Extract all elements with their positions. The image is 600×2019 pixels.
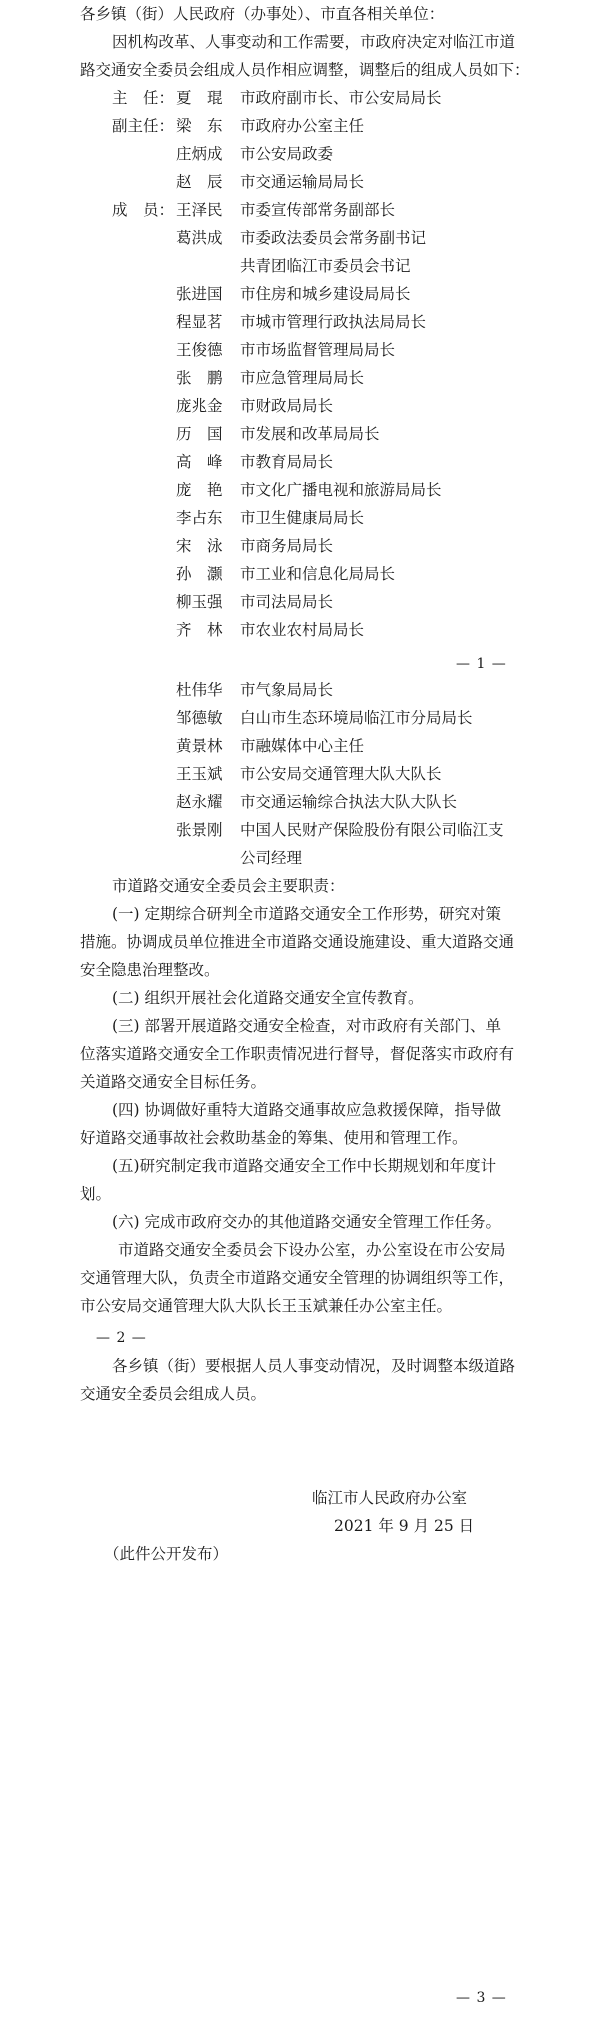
duty-line: (五)研究制定我市道路交通安全工作中长期规划和年度计 <box>112 1157 497 1175</box>
closing-line-2: 交通安全委员会组成人员。 <box>80 1385 267 1403</box>
deputy-role: 副主任： <box>112 117 175 135</box>
signature-date: 2021 年 9 月 25 日 <box>334 1517 475 1535</box>
duty-line: (四) 协调做好重特大道路交通事故应急救援保障，指导做 <box>112 1101 502 1119</box>
closing-line-1: 各乡镇（街）要根据人员人事变动情况，及时调整本级道路 <box>112 1357 516 1375</box>
member-title: 市住房和城乡建设局局长 <box>240 285 411 303</box>
member-title: 中国人民财产保险股份有限公司临江支 <box>240 821 504 839</box>
member-name: 王玉斌 <box>176 765 223 783</box>
member-name: 王俊德 <box>176 341 223 359</box>
member-name: 葛洪成 <box>176 229 223 247</box>
member-title: 市交通运输综合执法大队大队长 <box>240 793 458 811</box>
member-name: 邹德敏 <box>176 709 223 727</box>
member-name: 孙 灏 <box>176 565 223 583</box>
addressee: 各乡镇（街）人民政府（办事处）、市直各相关单位： <box>80 5 445 23</box>
member-title: 市司法局局长 <box>240 593 334 611</box>
member-title: 市应急管理局局长 <box>240 369 365 387</box>
duty-line: 关道路交通安全目标任务。 <box>80 1073 267 1091</box>
office-line: 市道路交通安全委员会下设办公室，办公室设在市公安局 <box>118 1241 506 1259</box>
disclosure-note: （此件公开发布） <box>104 1545 229 1563</box>
deputy-name: 赵 辰 <box>176 173 223 191</box>
member-title: 市商务局局长 <box>240 537 334 555</box>
member-title: 市财政局局长 <box>240 397 334 415</box>
deputy-name: 梁 东 <box>176 117 223 135</box>
signature-org: 临江市人民政府办公室 <box>312 1489 468 1507</box>
member-title: 市市场监督管理局局长 <box>240 341 396 359</box>
duties-heading: 市道路交通安全委员会主要职责： <box>112 877 345 895</box>
office-line: 交通管理大队，负责全市道路交通安全管理的协调组织等工作， <box>80 1269 515 1287</box>
member-title: 市发展和改革局局长 <box>240 425 380 443</box>
member-title: 市融媒体中心主任 <box>240 737 365 755</box>
director-name: 夏 琨 <box>176 89 223 107</box>
director-title: 市政府副市长、市公安局局长 <box>240 89 442 107</box>
duty-line: (二) 组织开展社会化道路交通安全宣传教育。 <box>112 989 424 1007</box>
deputy-name: 庄炳成 <box>176 145 223 163</box>
intro-line-1: 因机构改革、人事变动和工作需要，市政府决定对临江市道 <box>112 33 516 51</box>
member-title: 市农业农村局局长 <box>240 621 365 639</box>
member-title: 市委宣传部常务副部长 <box>240 201 396 219</box>
member-name: 历 国 <box>176 425 223 443</box>
duty-line: 措施。协调成员单位推进全市道路交通设施建设、重大道路交通 <box>80 933 515 951</box>
member-name: 张 鹏 <box>176 369 223 387</box>
member-title: 共青团临江市委员会书记 <box>240 257 411 275</box>
duty-line: 划。 <box>80 1185 112 1203</box>
duty-line: 位落实道路交通安全工作职责情况进行督导，督促落实市政府有 <box>80 1045 515 1063</box>
member-name: 赵永耀 <box>176 793 223 811</box>
member-title: 市城市管理行政执法局局长 <box>240 313 427 331</box>
deputy-title: 市公安局政委 <box>240 145 334 163</box>
deputy-title: 市交通运输局局长 <box>240 173 365 191</box>
member-name: 庞 艳 <box>176 481 223 499</box>
member-title: 市文化广播电视和旅游局局长 <box>240 481 442 499</box>
member-name: 黄景林 <box>176 737 223 755</box>
member-title: 公司经理 <box>240 849 303 867</box>
duty-line: (六) 完成市政府交办的其他道路交通安全管理工作任务。 <box>112 1213 502 1231</box>
office-line: 市公安局交通管理大队大队长王玉斌兼任办公室主任。 <box>80 1297 453 1315</box>
duty-line: (一) 定期综合研判全市道路交通安全工作形势，研究对策 <box>112 905 502 923</box>
member-name: 王泽民 <box>176 201 223 219</box>
duty-line: 安全隐患治理整改。 <box>80 961 220 979</box>
member-name: 高 峰 <box>176 453 223 471</box>
member-name: 程显茗 <box>176 313 223 331</box>
deputy-title: 市政府办公室主任 <box>240 117 365 135</box>
page-number-3: — 3 — <box>456 1990 507 2006</box>
member-name: 庞兆金 <box>176 397 223 415</box>
director-role: 主 任： <box>112 89 175 107</box>
page-number-2: — 2 — <box>96 1330 147 1346</box>
intro-line-2: 路交通安全委员会组成人员作相应调整，调整后的组成人员如下： <box>80 61 530 79</box>
member-title: 市气象局局长 <box>240 681 334 699</box>
member-title: 市委政法委员会常务副书记 <box>240 229 427 247</box>
member-name: 杜伟华 <box>176 681 223 699</box>
member-title: 白山市生态环境局临江市分局局长 <box>240 709 473 727</box>
duty-line: (三) 部署开展道路交通安全检查，对市政府有关部门、单 <box>112 1017 502 1035</box>
member-name: 宋 泳 <box>176 537 223 555</box>
member-title: 市教育局局长 <box>240 453 334 471</box>
member-name: 张景刚 <box>176 821 223 839</box>
member-role: 成 员： <box>112 201 175 219</box>
page-number-1: — 1 — <box>456 656 507 672</box>
member-title: 市卫生健康局局长 <box>240 509 365 527</box>
member-name: 齐 林 <box>176 621 223 639</box>
duty-line: 好道路交通事故社会救助基金的筹集、使用和管理工作。 <box>80 1129 468 1147</box>
member-title: 市工业和信息化局局长 <box>240 565 396 583</box>
member-name: 张进国 <box>176 285 223 303</box>
member-name: 李占东 <box>176 509 223 527</box>
member-title: 市公安局交通管理大队大队长 <box>240 765 442 783</box>
member-name: 柳玉强 <box>176 593 223 611</box>
